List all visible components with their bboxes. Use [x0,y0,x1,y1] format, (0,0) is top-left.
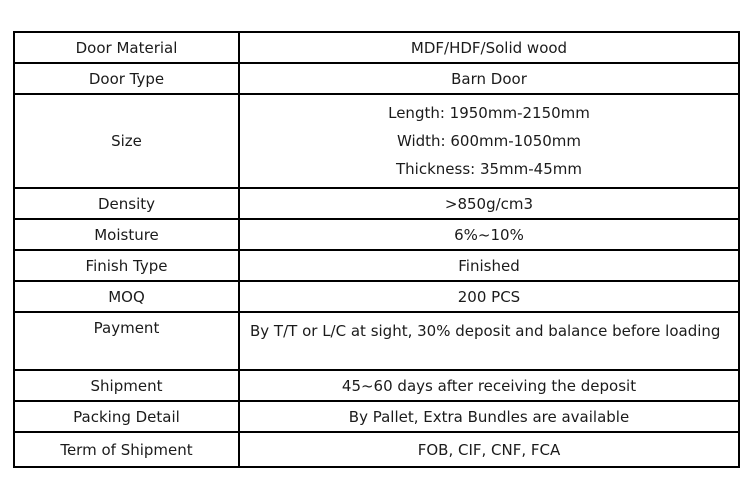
row-value-density: >850g/cm3 [239,188,739,219]
row-value-packing-detail: By Pallet, Extra Bundles are available [239,401,739,432]
table-row-term-of-shipment [14,432,739,467]
row-label-moq: MOQ [14,281,239,312]
table-row-payment [14,312,739,370]
size-line-width: Width: 600mm-1050mm [396,132,582,150]
row-label-shipment: Shipment [14,370,239,401]
row-value-moq: 200 PCS [239,281,739,312]
table-row-size [14,94,739,188]
row-label-size: Size [14,94,239,188]
table-row-finish-type [14,250,739,281]
row-value-finish-type: Finished [239,250,739,281]
row-value-door-type: Barn Door [239,63,739,94]
table-row-door-type [14,63,739,94]
table-row-door-material [14,32,739,63]
row-label-packing-detail: Packing Detail [14,401,239,432]
product-spec-table [13,31,740,468]
table-row-moisture [14,219,739,250]
table-row-density [14,188,739,219]
size-line-length: Length: 1950mm-2150mm [388,104,590,122]
row-label-term-of-shipment: Term of Shipment [14,432,239,467]
row-label-door-type: Door Type [14,63,239,94]
table-row-moq [14,281,739,312]
row-value-term-of-shipment: FOB, CIF, CNF, FCA [239,432,739,467]
row-value-size [239,94,739,188]
row-label-finish-type: Finish Type [14,250,239,281]
size-line-thickness: Thickness: 35mm-45mm [396,160,582,178]
table-row-shipment [14,370,739,401]
table-row-packing-detail [14,401,739,432]
row-label-density: Density [14,188,239,219]
row-value-moisture: 6%~10% [239,219,739,250]
row-value-shipment: 45~60 days after receiving the deposit [239,370,739,401]
row-label-door-material: Door Material [14,32,239,63]
row-label-payment: Payment [14,312,239,370]
row-label-moisture: Moisture [14,219,239,250]
row-value-door-material: MDF/HDF/Solid wood [239,32,739,63]
row-value-payment: By T/T or L/C at sight, 30% deposit and balance before loading [239,312,739,370]
